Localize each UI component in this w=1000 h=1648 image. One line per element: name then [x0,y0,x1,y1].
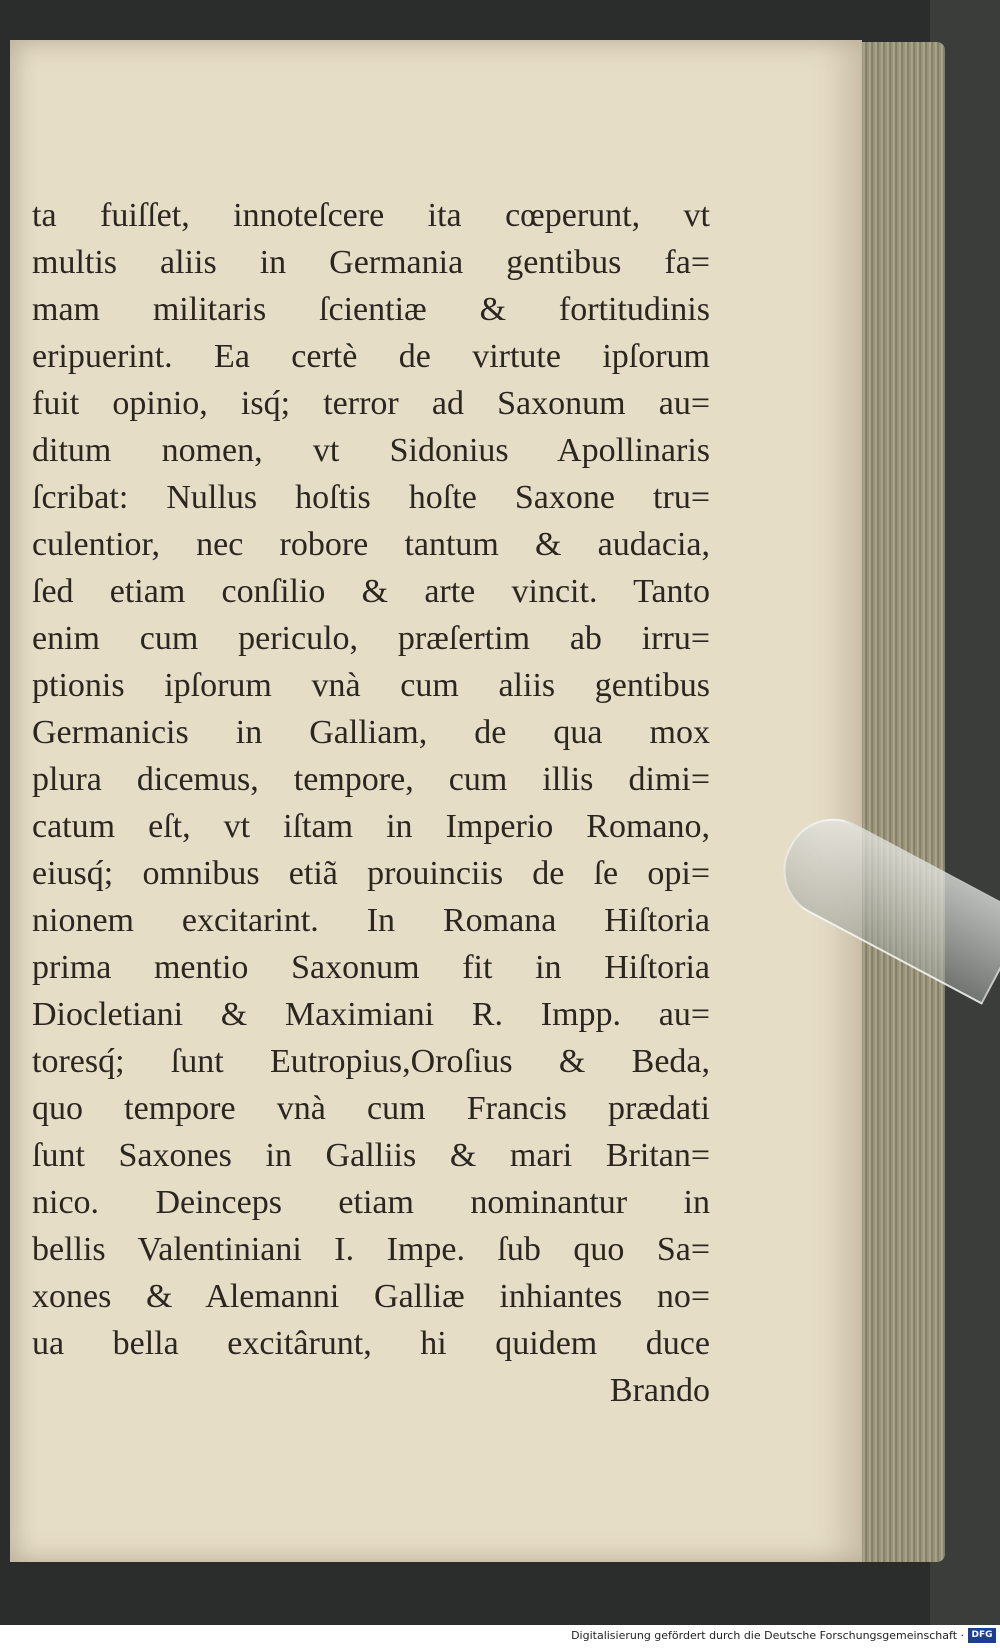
text-line: ſunt Saxones in Galliis & mari Britan= [32,1137,710,1174]
text-line: mam militaris ſcientiæ & fortitudinis [32,291,710,328]
footer-credit: Digitalisierung gefördert durch die Deutsche Forschungsgemeinschaft · [571,1629,964,1642]
text-line: xones & Alemanni Galliæ inhiantes no= [32,1278,710,1315]
text-line: bellis Valentiniani I. Impe. ſub quo Sa= [32,1231,710,1268]
catchword: Brando [609,1372,710,1409]
text-line: Diocletiani & Maximiani R. Impp. au= [32,996,710,1033]
text-line: ditum nomen, vt Sidonius Apollinaris [32,432,710,469]
footer-bar [0,1625,1000,1648]
text-line: Germanicis in Galliam, de qua mox [32,714,710,751]
page-edges [850,42,945,1562]
text-line: plura dicemus, tempore, cum illis dimi= [32,761,710,798]
text-line: culentior, nec robore tantum & audacia, [32,526,710,563]
text-line: ua bella excitârunt, hi quidem duce [32,1325,710,1362]
text-line: nico. Deinceps etiam nominantur in [32,1184,710,1221]
text-line: eripuerint. Ea certè de virtute ipſorum [32,338,710,375]
text-line: toresq́; ſunt Eutropius,Oroſius & Beda, [32,1043,710,1080]
text-line: eiusq́; omnibus etiã prouinciis de ſe opi= [32,855,710,892]
dfg-logo: DFG [968,1628,996,1643]
text-line: quo tempore vnà cum Francis prædati [32,1090,710,1127]
text-line: ſcribat: Nullus hoſtis hoſte Saxone tru= [32,479,710,516]
text-line: ſed etiam conſilio & arte vincit. Tanto [32,573,710,610]
book-page [10,40,862,1562]
text-line: prima mentio Saxonum fit in Hiſtoria [32,949,710,986]
page-text [32,192,710,1414]
text-line: catum eſt, vt iſtam in Imperio Romano, [32,808,710,845]
text-line: multis aliis in Germania gentibus fa= [32,244,710,281]
text-line: fuit opinio, isq́; terror ad Saxonum au= [32,385,710,422]
text-line: enim cum periculo, præſertim ab irru= [32,620,710,657]
text-line: ta fuiſſet, innoteſcere ita cœperunt, vt [32,197,710,234]
text-line: ptionis ipſorum vnà cum aliis gentibus [32,667,710,704]
text-line: nionem excitarint. In Romana Hiſtoria [32,902,710,939]
